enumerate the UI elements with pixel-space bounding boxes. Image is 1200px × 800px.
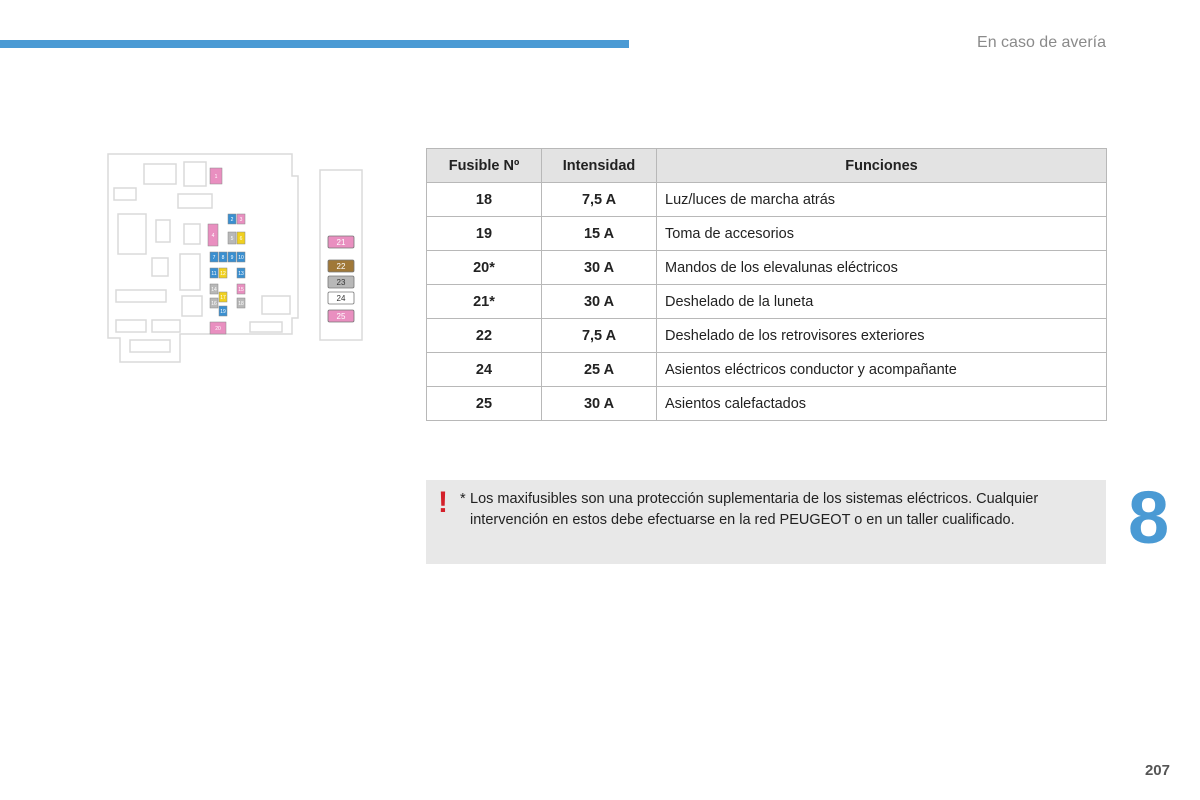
fuse-label-7: 7: [212, 255, 216, 261]
fuse-label-20: 20: [215, 326, 221, 332]
fuse-label-4: 4: [211, 233, 215, 239]
side-fuse-group: [328, 236, 354, 322]
fuse-label-14: 14: [211, 287, 217, 293]
fuse-label-6: 6: [239, 236, 243, 242]
table-row: [427, 217, 1107, 251]
fuse-label-2: 2: [230, 217, 234, 223]
fuse-intensity: 15 A: [542, 217, 657, 251]
fuse-label-9: 9: [230, 255, 234, 261]
table-row: [427, 251, 1107, 285]
table-row: [427, 183, 1107, 217]
table-row: [427, 319, 1107, 353]
fuse-number: 25: [427, 387, 542, 421]
warning-note-box: [426, 480, 1106, 564]
table-row: [427, 387, 1107, 421]
header-fuse: Fusible Nº: [427, 149, 542, 183]
fuse-label-10: 10: [238, 255, 244, 261]
fuse-label-3: 3: [239, 217, 243, 223]
warning-exclamation-icon: !: [438, 486, 448, 519]
fuse-label-21: 21: [336, 238, 346, 247]
fuse-label-16: 16: [211, 301, 217, 307]
fuse-box-diagram: [100, 148, 370, 368]
fuse-intensity: 7,5 A: [542, 183, 657, 217]
fuse-number: 18: [427, 183, 542, 217]
fuse-number: 20*: [427, 251, 542, 285]
fuse-label-8: 8: [221, 255, 225, 261]
note-asterisk: *: [460, 491, 466, 507]
header-intensity: Intensidad: [542, 149, 657, 183]
fuse-function: Deshelado de la luneta: [657, 285, 1107, 319]
header-functions: Funciones: [657, 149, 1107, 183]
fuse-number: 19: [427, 217, 542, 251]
fuse-number: 22: [427, 319, 542, 353]
fuse-label-22: 22: [336, 262, 346, 271]
fuse-label-19: 19: [220, 309, 226, 315]
table-header-row: [427, 149, 1107, 183]
fuse-intensity: 7,5 A: [542, 319, 657, 353]
fuse-intensity: 30 A: [542, 285, 657, 319]
fuse-function: Deshelado de los retrovisores exteriores: [657, 319, 1107, 353]
main-fuse-group: [208, 168, 245, 334]
fuse-function: Mandos de los elevalunas eléctricos: [657, 251, 1107, 285]
header-accent-bar: [0, 40, 629, 48]
fuse-label-15: 15: [238, 287, 244, 293]
chapter-number: 8: [1128, 476, 1170, 559]
fuse-label-24: 24: [336, 294, 346, 303]
fuse-label-12: 12: [220, 271, 226, 277]
fuse-intensity: 30 A: [542, 251, 657, 285]
table-row: [427, 353, 1107, 387]
warning-note-text: [460, 489, 1094, 531]
fuse-label-17: 17: [220, 295, 226, 301]
table-row: [427, 285, 1107, 319]
fuse-label-13: 13: [238, 271, 244, 277]
fuse-function: Asientos calefactados: [657, 387, 1107, 421]
fuse-label-5: 5: [230, 236, 234, 242]
note-line-2: intervención en estos debe efectuarse en la red PEUGEOT o en un taller cualificado.: [470, 512, 1015, 528]
fuse-label-25: 25: [336, 312, 346, 321]
fuse-table: [426, 148, 1107, 421]
fuse-intensity: 30 A: [542, 387, 657, 421]
fuse-label-1: 1: [214, 174, 218, 180]
fuse-function: Luz/luces de marcha atrás: [657, 183, 1107, 217]
fuse-function: Toma de accesorios: [657, 217, 1107, 251]
fuse-label-23: 23: [336, 278, 346, 287]
section-title: En caso de avería: [977, 34, 1106, 51]
fuse-label-11: 11: [211, 271, 217, 277]
fuse-function: Asientos eléctricos conductor y acompañante: [657, 353, 1107, 387]
note-line-1: Los maxifusibles son una protección suplementaria de los sistemas eléctricos. Cualquier: [470, 491, 1039, 507]
fuse-label-18: 18: [238, 301, 244, 307]
fuse-number: 21*: [427, 285, 542, 319]
page-number: 207: [1144, 762, 1170, 779]
fuse-number: 24: [427, 353, 542, 387]
fuse-intensity: 25 A: [542, 353, 657, 387]
